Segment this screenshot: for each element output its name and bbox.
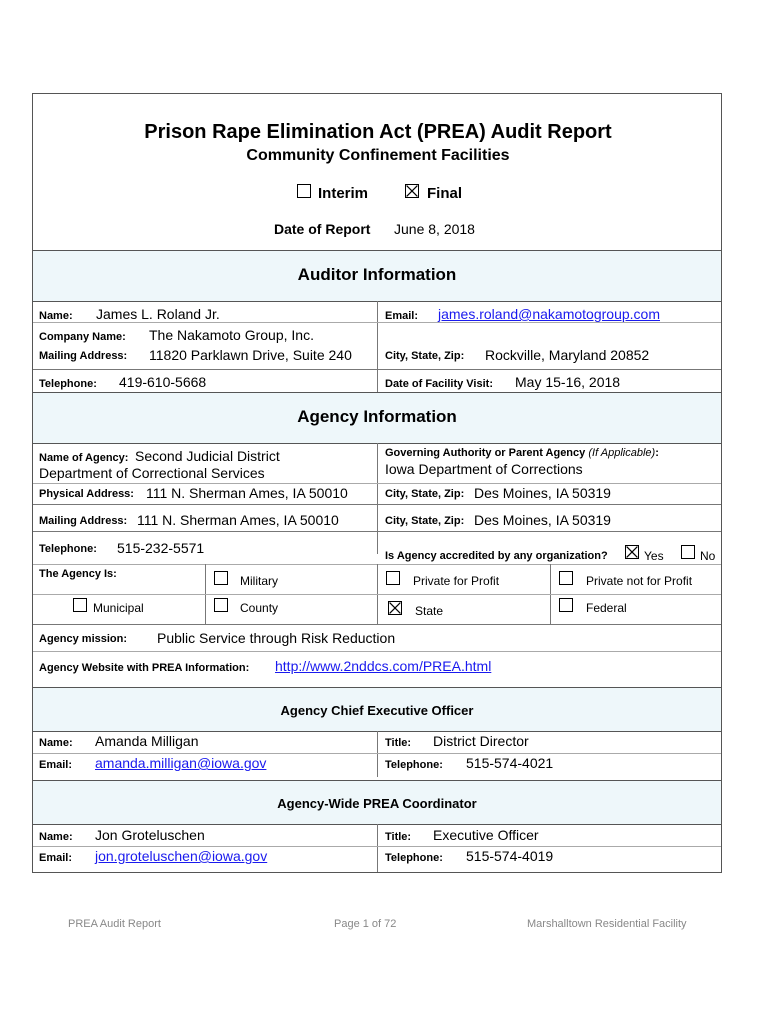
state-checkbox[interactable] (388, 601, 402, 615)
column-divider (377, 370, 378, 392)
agency-name-line2: Department of Correctional Services (39, 465, 265, 481)
coordinator-telephone-label: Telephone: (385, 852, 443, 864)
coordinator-email-link[interactable]: jon.groteluschen@iowa.gov (95, 848, 268, 864)
check-x-icon (389, 602, 401, 614)
row-divider (33, 624, 721, 625)
company-name-label: Company Name: (39, 331, 126, 343)
footer-page-number: Page 1 of 72 (334, 918, 397, 930)
agency-city-state-zip-2: Des Moines, IA 50319 (474, 512, 611, 528)
municipal-label: Municipal (93, 601, 144, 615)
accredited-no-label: No (700, 549, 716, 563)
coordinator-email-label: Email: (39, 852, 73, 864)
ceo-email-link[interactable]: amanda.milligan@iowa.gov (95, 755, 267, 771)
auditor-mailing-address: 11820 Parklawn Drive, Suite 240 (149, 347, 352, 363)
agency-telephone: 515-232-5571 (117, 540, 205, 556)
ceo-section-title: Agency Chief Executive Officer (280, 703, 474, 718)
accredited-yes-label: Yes (644, 549, 664, 563)
auditor-telephone-label: Telephone: (39, 378, 97, 390)
facility-visit-dates: May 15-16, 2018 (515, 374, 621, 390)
column-divider (377, 301, 378, 369)
ceo-title: District Director (433, 733, 529, 749)
agency-name-label: Name of Agency: (39, 452, 129, 464)
row-divider (33, 594, 721, 595)
company-name: The Nakamoto Group, Inc. (149, 327, 314, 343)
agency-name-line1: Second Judicial District (135, 448, 280, 464)
ceo-section-header (33, 687, 721, 732)
physical-address-label: Physical Address: (39, 488, 134, 500)
agency-mailing-label: Mailing Address: (39, 515, 128, 527)
report-title: Prison Rape Elimination Act (PREA) Audit Report (144, 121, 612, 143)
state-label: State (415, 604, 444, 618)
ceo-name-label: Name: (39, 737, 73, 749)
municipal-checkbox[interactable] (73, 598, 87, 612)
auditor-telephone: 419-610-5668 (119, 374, 207, 390)
coordinator-title: Executive Officer (433, 827, 539, 843)
governing-authority-label: Governing Authority or Parent Agency (If Applicable): (385, 447, 659, 459)
agency-section-title: Agency Information (297, 407, 457, 426)
coordinator-name: Jon Groteluschen (95, 827, 205, 843)
auditor-city-state-zip: Rockville, Maryland 20852 (485, 347, 650, 363)
row-divider (33, 504, 721, 505)
date-of-report-value: June 8, 2018 (394, 221, 475, 237)
coordinator-title-label: Title: (385, 831, 412, 843)
report-subtitle: Community Confinement Facilities (246, 147, 510, 164)
federal-label: Federal (586, 601, 627, 615)
agency-mailing-address: 111 N. Sherman Ames, IA 50010 (137, 512, 339, 528)
auditor-section-title: Auditor Information (297, 265, 457, 284)
military-checkbox[interactable] (214, 571, 228, 585)
auditor-city-state-zip-label: City, State, Zip: (385, 350, 465, 362)
row-divider (33, 322, 721, 323)
agency-website-label: Agency Website with PREA Information: (39, 662, 250, 674)
private-not-for-profit-checkbox[interactable] (559, 571, 573, 585)
physical-address: 111 N. Sherman Ames, IA 50010 (146, 485, 348, 501)
agency-type-label: The Agency Is: (39, 568, 117, 580)
interim-checkbox[interactable] (297, 184, 311, 198)
military-label: Military (240, 574, 278, 588)
county-checkbox[interactable] (214, 598, 228, 612)
agency-city-state-zip-2-label: City, State, Zip: (385, 515, 465, 527)
ceo-telephone: 515-574-4021 (466, 755, 554, 771)
ceo-name: Amanda Milligan (95, 733, 199, 749)
auditor-email-label: Email: (385, 310, 419, 322)
final-checkbox[interactable] (405, 184, 419, 198)
interim-label: Interim (318, 185, 369, 202)
private-for-profit-label: Private for Profit (413, 574, 500, 588)
ceo-telephone-label: Telephone: (385, 759, 443, 771)
coordinator-name-label: Name: (39, 831, 73, 843)
audit-report-form (32, 93, 722, 873)
footer-facility-name: Marshalltown Residential Facility (527, 918, 687, 930)
auditor-section-header (33, 250, 721, 302)
column-divider (377, 443, 378, 554)
auditor-mailing-label: Mailing Address: (39, 350, 128, 362)
governing-authority: Iowa Department of Corrections (385, 461, 583, 477)
ceo-title-label: Title: (385, 737, 412, 749)
agency-telephone-label: Telephone: (39, 543, 97, 555)
agency-mission: Public Service through Risk Reduction (157, 630, 396, 646)
coordinator-section-header (33, 780, 721, 825)
agency-city-state-zip: Des Moines, IA 50319 (474, 485, 611, 501)
ceo-email-label: Email: (39, 759, 73, 771)
row-divider (33, 483, 721, 484)
column-divider (377, 731, 378, 777)
auditor-name: James L. Roland Jr. (96, 306, 220, 322)
federal-checkbox[interactable] (559, 598, 573, 612)
row-divider (33, 651, 721, 652)
auditor-email-link[interactable]: james.roland@nakamotogroup.com (438, 306, 660, 322)
final-label: Final (427, 185, 463, 202)
row-divider (33, 846, 721, 847)
accredited-yes-checkbox[interactable] (625, 545, 639, 559)
footer-document-title: PREA Audit Report (68, 918, 161, 930)
agency-section-header (33, 392, 721, 444)
coordinator-section-title: Agency-Wide PREA Coordinator (277, 796, 477, 811)
accredited-no-checkbox[interactable] (681, 545, 695, 559)
accredited-question: Is Agency accredited by any organization? (385, 550, 608, 562)
row-divider (33, 753, 721, 754)
date-of-report-label: Date of Report (274, 221, 371, 237)
auditor-name-label: Name: (39, 310, 73, 322)
coordinator-telephone: 515-574-4019 (466, 848, 554, 864)
row-divider (33, 531, 721, 532)
facility-visit-label: Date of Facility Visit: (385, 378, 493, 390)
private-not-for-profit-label: Private not for Profit (586, 574, 693, 588)
county-label: County (240, 601, 279, 615)
agency-website-link[interactable]: http://www.2nddcs.com/PREA.html (275, 658, 492, 674)
check-x-icon (406, 185, 418, 197)
agency-mission-label: Agency mission: (39, 633, 128, 645)
column-divider (377, 824, 378, 872)
agency-city-state-zip-label: City, State, Zip: (385, 488, 465, 500)
check-x-icon (626, 546, 638, 558)
private-for-profit-checkbox[interactable] (386, 571, 400, 585)
